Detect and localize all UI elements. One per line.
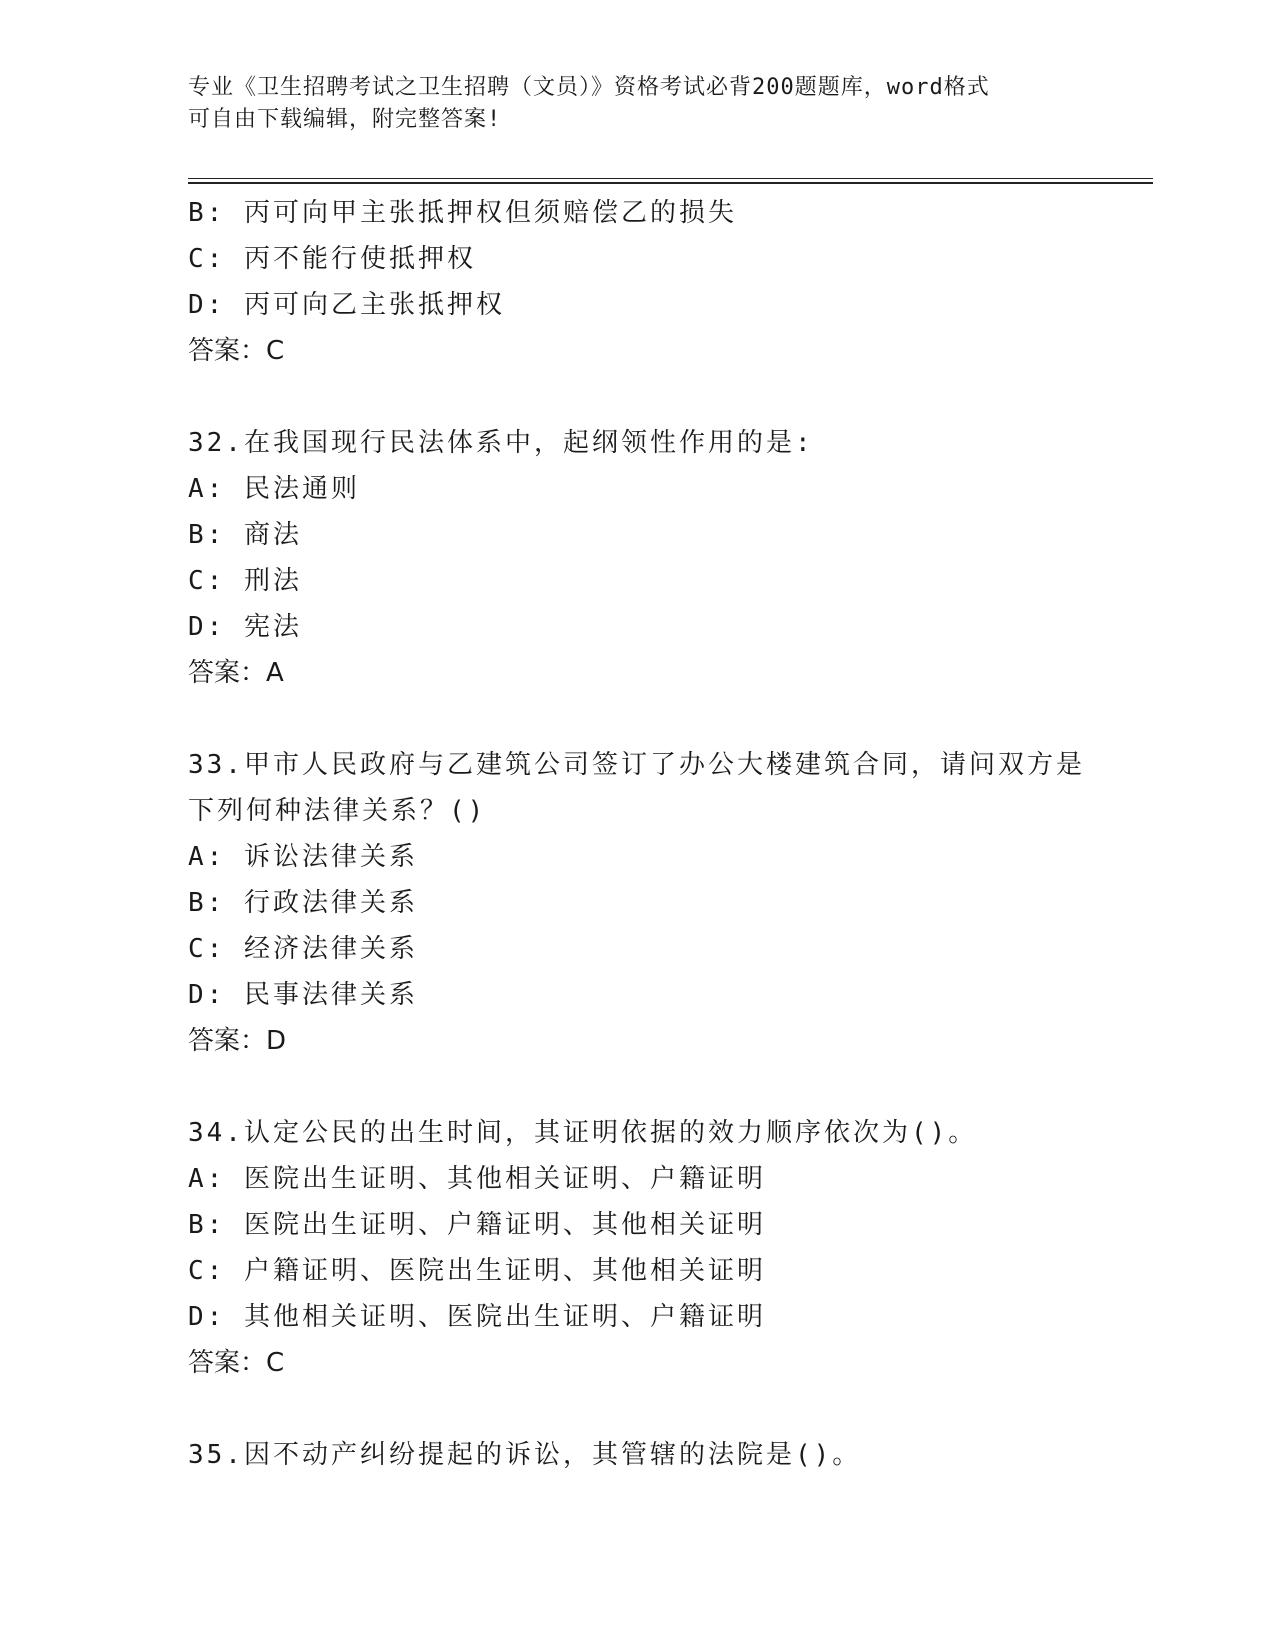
question-34 xyxy=(188,1110,1088,1386)
answer-line: 答案：D xyxy=(188,1026,287,1056)
question-text-line2: 下列何种法律关系？() xyxy=(188,796,487,826)
header-title-line1: 专业《卫生招聘考试之卫生招聘（文员）》资格考试必背200题题库，word格式 xyxy=(188,75,990,100)
header-divider-thick xyxy=(188,182,1153,184)
header-title-line2: 可自由下载编辑，附完整答案! xyxy=(188,107,502,132)
question-32 xyxy=(188,420,1088,696)
question-list xyxy=(188,190,1088,1478)
option-a: A: 民法通则 xyxy=(188,474,360,504)
question-33 xyxy=(188,742,1088,1064)
option-b: B: 医院出生证明、户籍证明、其他相关证明 xyxy=(188,1210,766,1240)
option-a: A: 诉讼法律关系 xyxy=(188,842,418,872)
question-text: 35.因不动产纠纷提起的诉讼，其管辖的法院是()。 xyxy=(188,1440,862,1470)
spacer xyxy=(188,1064,1088,1110)
option-d: D: 丙可向乙主张抵押权 xyxy=(188,290,505,320)
header-divider-thin xyxy=(188,178,1153,179)
spacer xyxy=(188,374,1088,420)
spacer xyxy=(188,1386,1088,1432)
option-a: A: 医院出生证明、其他相关证明、户籍证明 xyxy=(188,1164,766,1194)
question-text: 34.认定公民的出生时间，其证明依据的效力顺序依次为()。 xyxy=(188,1118,978,1148)
option-b: B: 行政法律关系 xyxy=(188,888,418,918)
spacer xyxy=(188,696,1088,742)
question-31 xyxy=(188,190,1088,374)
option-c: C: 经济法律关系 xyxy=(188,934,418,964)
question-35 xyxy=(188,1432,1088,1478)
question-text-line1: 33.甲市人民政府与乙建筑公司签订了办公大楼建筑合同，请问双方是 xyxy=(188,750,1085,780)
option-d: D: 民事法律关系 xyxy=(188,980,418,1010)
option-c: C: 丙不能行使抵押权 xyxy=(188,244,476,274)
answer-line: 答案：A xyxy=(188,658,284,688)
answer-line: 答案：C xyxy=(188,1348,285,1378)
option-b: B: 商法 xyxy=(188,520,302,550)
option-c: C: 刑法 xyxy=(188,566,302,596)
option-c: C: 户籍证明、医院出生证明、其他相关证明 xyxy=(188,1256,766,1286)
question-text: 32.在我国现行民法体系中，起纲领性作用的是: xyxy=(188,428,814,458)
option-d: D: 宪法 xyxy=(188,612,302,642)
option-d: D: 其他相关证明、医院出生证明、户籍证明 xyxy=(188,1302,766,1332)
option-b: B: 丙可向甲主张抵押权但须赔偿乙的损失 xyxy=(188,198,737,228)
document-header xyxy=(188,72,1088,136)
answer-line: 答案：C xyxy=(188,336,285,366)
